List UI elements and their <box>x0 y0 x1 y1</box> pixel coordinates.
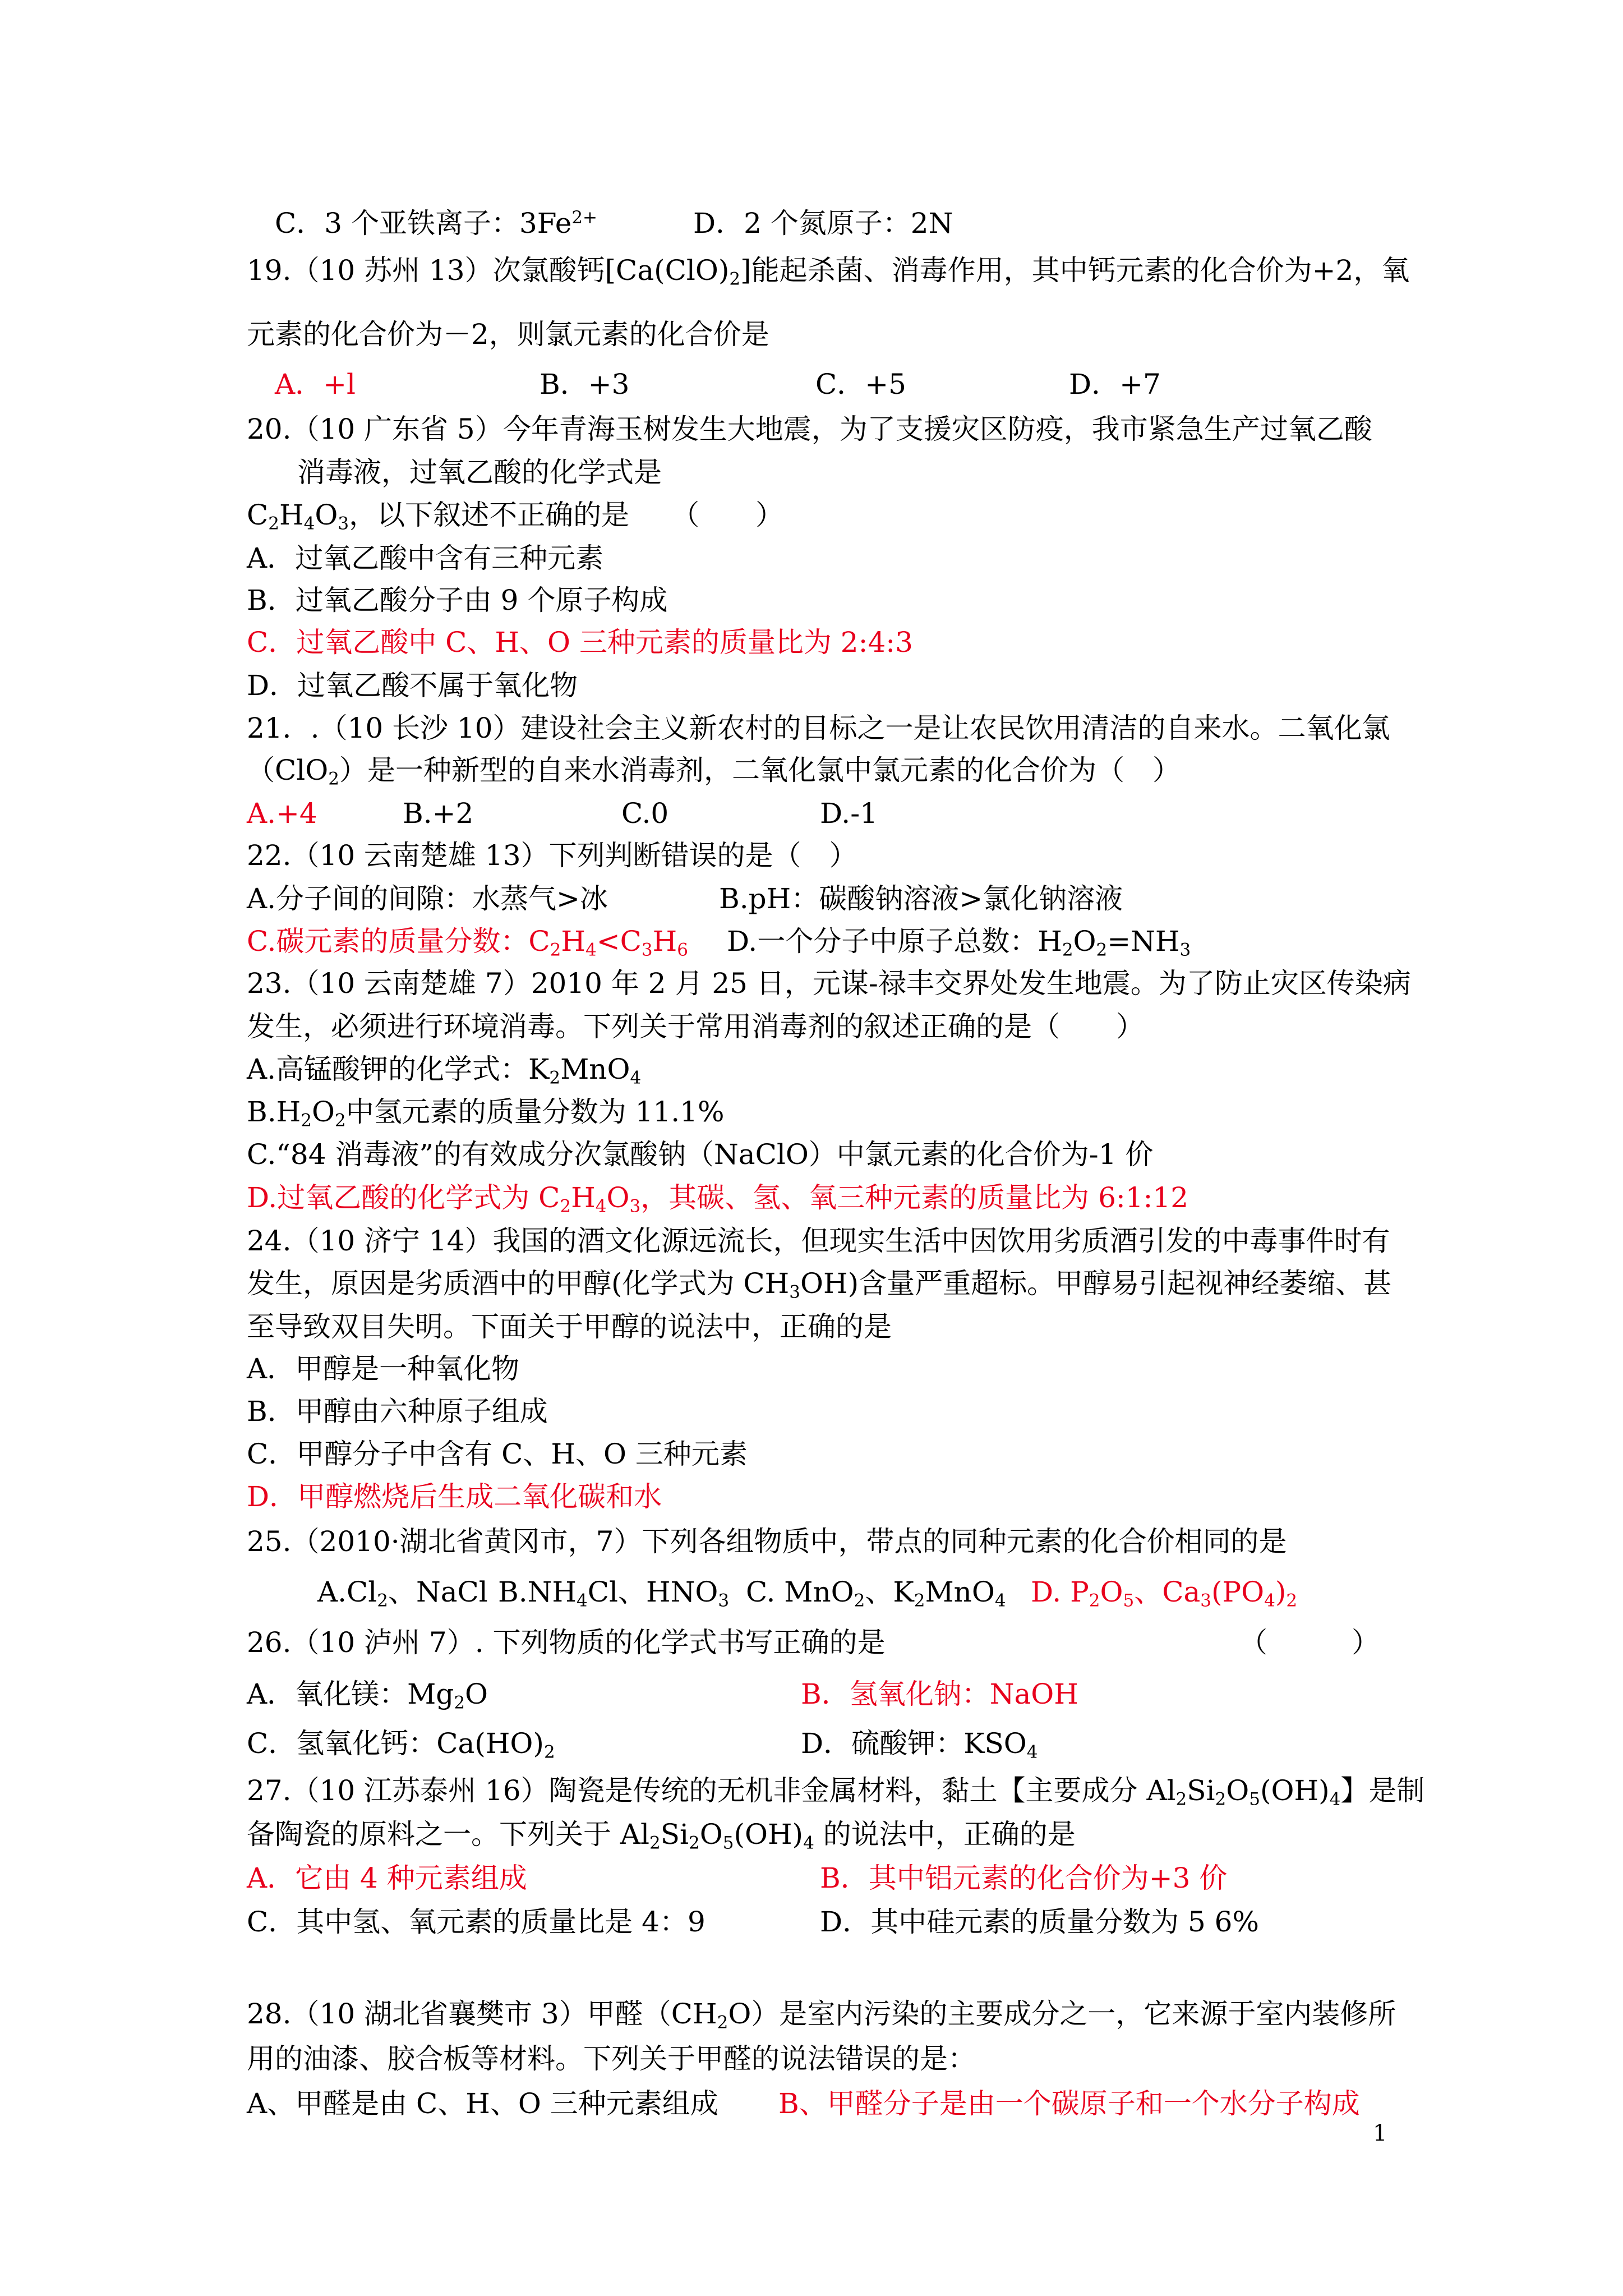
q23-option-a: A.高锰酸钾的化学式：$K_2MnO_4$ <box>247 1053 642 1088</box>
q24-option-b: B．甲醇由六种原子组成 <box>247 1395 548 1428</box>
q24-stem-line1: 24.（10 济宁 14）我国的酒文化源远流长，但现实生活中因饮用劣质酒引发的中毒事件时有 <box>247 1225 1390 1257</box>
q21-stem-line2: （ClO$_2$）是一种新型的自来水消毒剂，二氧化氯中氯元素的化合价为（ ） <box>247 754 1181 789</box>
q25-option-d: D. $P_2O_5$、$Ca_3(PO_4)_2$ <box>1031 1576 1298 1611</box>
q27-stem-line2: 备陶瓷的原料之一。下列关于 $Al_2Si_2O_5(OH)_4$ 的说法中，正确的是 <box>247 1818 1076 1853</box>
q25-option-a: $A.Cl_2$、NaCl <box>317 1576 488 1611</box>
q22-option-d: D.一个分子中原子总数：$H_2O_2=NH_3$ <box>727 925 1191 960</box>
q28-stem-line1: 28.（10 湖北省襄樊市 3）甲醛$(CH_2O)$是室内污染的主要成分之一，它来源于室内装修所 <box>247 1998 1396 2033</box>
q25-option-c: C. MnO$_2$、$K_2MnO_4$ <box>746 1576 1006 1611</box>
q20-stem-line2: 消毒液，过氧乙酸的化学式是 <box>297 456 662 489</box>
q19-option-b: B．+3 <box>540 368 630 401</box>
q24-option-d: D．甲醇燃烧后生成二氧化碳和水 <box>247 1480 662 1513</box>
q19-stem-line1: 19.（10 苏州 13）次氯酸钙$[Ca(ClO)_2]$能起杀菌、消毒作用，其中钙元素的化合价为+2，氧 <box>247 254 1410 289</box>
q27-option-a: A．它由 4 种元素组成 <box>247 1862 527 1894</box>
q24-stem-line2: 发生，原因是劣质酒中的甲醇(化学式为 $CH_3OH$)含量严重超标。甲醇易引起视神经萎缩、甚 <box>247 1267 1392 1303</box>
q22-stem: 22.（10 云南楚雄 13）下列判断错误的是（ ） <box>247 839 857 872</box>
q19-option-c: C．+5 <box>815 368 906 401</box>
q26-option-a: A．氧化镁：$Mg_2O$ <box>247 1678 488 1713</box>
q25-stem: 25.（2010·湖北省黄冈市，7）下列各组物质中，带点的同种元素的化合价相同的是 <box>247 1525 1287 1558</box>
q23-option-b: $B.H_2O_2$中氢元素的质量分数为 11.1% <box>247 1096 725 1131</box>
q20-option-a: A．过氧乙酸中含有三种元素 <box>247 542 604 574</box>
q22-option-a: A.分子间的间隙：水蒸气>冰 <box>247 882 608 915</box>
q19-option-a: A．+l <box>275 368 356 401</box>
q23-option-d: D.过氧乙酸的化学式为 $C_2H_4O_3$，其碳、氢、氧三种元素的质量比为 6:1:12 <box>247 1181 1189 1217</box>
q21-stem-line1: 21．.（10 长沙 10）建设社会主义新农村的目标之一是让农民饮用清洁的自来水。二氧化氯 <box>247 712 1390 744</box>
q20-option-c: C．过氧乙酸中 C、H、O 三种元素的质量比为 2:4:3 <box>247 626 913 659</box>
q26-answer-paren: （ ） <box>1239 1626 1380 1659</box>
q23-option-c: C.“84 消毒液”的有效成分次氯酸钠（NaClO）中氯元素的化合价为-1 价 <box>247 1138 1154 1171</box>
q26-option-d: D．硫酸钾：$KSO_4$ <box>801 1727 1038 1763</box>
q23-stem-line1: 23.（10 云南楚雄 7）2010 年 2 月 25 日，元谋-禄丰交界处发生地震。为了防止灾区传染病 <box>247 967 1411 1000</box>
q22-option-b: B.pH：碳酸钠溶液>氯化钠溶液 <box>719 882 1123 915</box>
q27-stem-line1: 27.（10 江苏泰州 16）陶瓷是传统的无机非金属材料，黏土【主要成分 $Al_2Si_2O_5(OH)_4$】是制 <box>247 1774 1425 1810</box>
page-number: 1 <box>1373 2120 1387 2146</box>
q24-stem-line3: 至导致双目失明。下面关于甲醇的说法中，正确的是 <box>247 1310 892 1343</box>
q20-stem-line3: $C_2H_4O_3$，以下叙述不正确的是 （ ） <box>247 499 784 534</box>
q27-option-c: C．其中氢、氧元素的质量比是 4：9 <box>247 1906 706 1938</box>
q22-option-c: C.碳元素的质量分数：$C_2H_4<C_3H_6$ <box>247 925 688 960</box>
q25-option-b: $B.NH_4Cl$、$HNO_3$ <box>498 1576 730 1611</box>
q19-stem-line2: 元素的化合价为－2，则氯元素的化合价是 <box>247 318 769 351</box>
q26-option-c: C．氢氧化钙：$Ca(HO)_2$ <box>247 1727 555 1763</box>
q28-stem-line2: 用的油漆、胶合板等材料。下列关于甲醛的说法错误的是： <box>247 2042 976 2075</box>
q20-stem-line1: 20.（10 广东省 5）今年青海玉树发生大地震，为了支援灾区防疫，我市紧急生产过氧乙酸 <box>247 413 1372 445</box>
q27-option-d: D．其中硅元素的质量分数为 5 6% <box>820 1906 1260 1938</box>
q20-option-b: B．过氧乙酸分子由 9 个原子构成 <box>247 584 668 616</box>
q21-option-b: B.+2 <box>403 797 474 830</box>
q21-option-a: A.+4 <box>247 797 317 830</box>
q28-option-a: A、甲醛是由 C、H、O 三种元素组成 <box>247 2087 718 2120</box>
q21-option-d: D.-1 <box>820 797 878 830</box>
q20-option-d: D．过氧乙酸不属于氧化物 <box>247 669 578 702</box>
q18-option-d: D．2 个氮原子：2N <box>693 207 953 240</box>
q27-option-b: B．其中铝元素的化合价为+3 价 <box>820 1862 1228 1894</box>
q24-option-c: C．甲醇分子中含有 C、H、O 三种元素 <box>247 1438 748 1470</box>
q26-option-b: B．氢氧化钠：NaOH <box>801 1678 1078 1710</box>
q24-option-a: A．甲醇是一种氧化物 <box>247 1352 520 1385</box>
q26-stem: 26.（10 泸州 7）. 下列物质的化学式书写正确的是 <box>247 1626 886 1659</box>
q28-option-b: B、甲醛分子是由一个碳原子和一个水分子构成 <box>778 2087 1360 2120</box>
q23-stem-line2: 发生，必须进行环境消毒。下列关于常用消毒剂的叙述正确的是（ ） <box>247 1010 1144 1043</box>
q19-option-d: D．+7 <box>1069 368 1161 401</box>
q21-option-c: C.0 <box>621 797 669 830</box>
q18-option-c: C．3 个亚铁离子：$3Fe^{2+}$ <box>275 207 598 240</box>
